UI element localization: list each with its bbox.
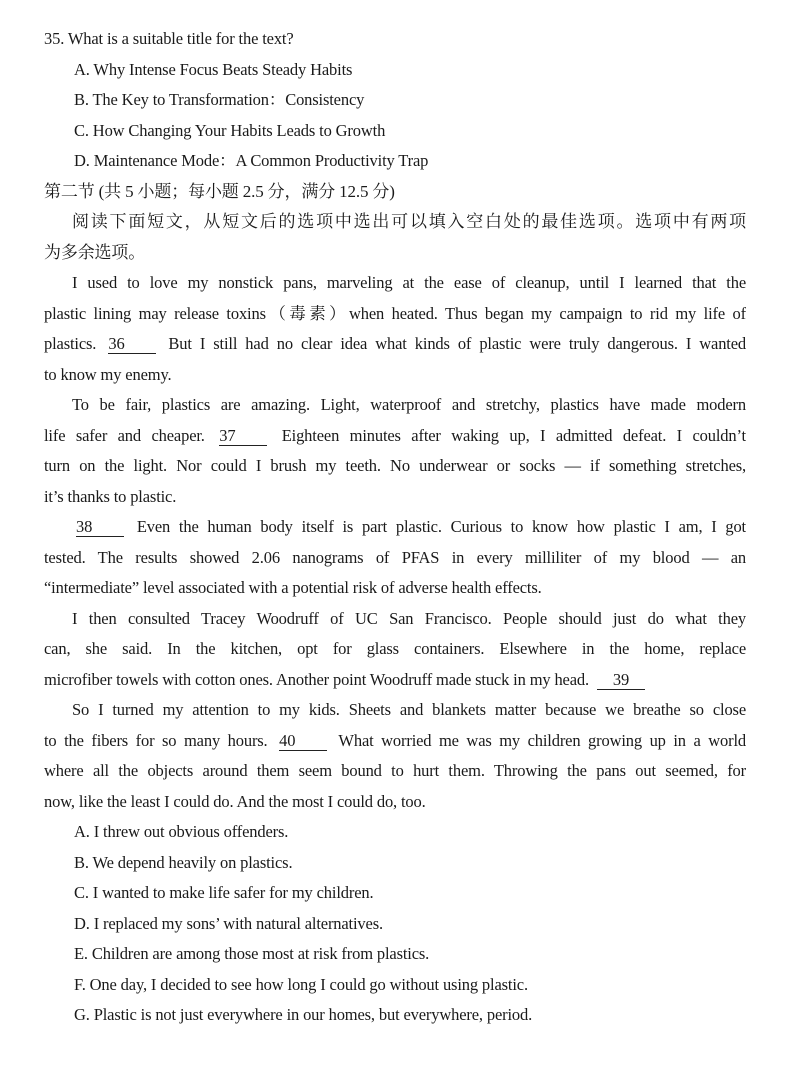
passage-line xyxy=(44,360,746,391)
answer-option-b: B. We depend heavily on plastics. xyxy=(74,852,293,872)
answer-option-g: G. Plastic is not just everywhere in our homes, but everywhere, period. xyxy=(74,1005,533,1024)
passage-line xyxy=(44,451,746,482)
question-35-option-c: C. How Changing Your Habits Leads to Growth xyxy=(74,120,386,140)
passage-line xyxy=(44,421,746,452)
passage-line xyxy=(44,543,746,574)
passage-text: tested. The results showed 2.06 nanograms of PFAS in every milliliter of my blood — an xyxy=(44,547,746,567)
passage-text: Eighteen minutes after waking up, I admitted defeat. I couldn’t xyxy=(281,425,746,445)
passage-text: to know my enemy. xyxy=(44,364,172,384)
passage-text: it’s thanks to plastic. xyxy=(44,486,177,506)
passage-text: where all the objects around them seem bound to hurt them. Throwing the pans out seemed, for xyxy=(44,761,746,780)
passage-text: now, like the least I could do. And the most I could do, too. xyxy=(44,791,426,811)
passage-text: To be fair, plastics are amazing. Light, waterproof and stretchy, plastics have made modern xyxy=(72,395,746,414)
passage-text: I then consulted Tracey Woodruff of UC San Francisco. People should just do what they xyxy=(72,608,746,628)
passage-line xyxy=(44,634,746,665)
question-35-option-d: D. Maintenance Mode：A Common Productivity Trap xyxy=(74,151,429,170)
blank-39: 39 xyxy=(597,671,645,690)
passage-line xyxy=(44,390,746,421)
section-heading: 第二节 (共 5 小题；每小题 2.5 分，满分 12.5 分) xyxy=(44,181,395,201)
passage-line xyxy=(44,329,746,360)
passage-line xyxy=(44,482,746,513)
answer-options-list xyxy=(44,817,746,1031)
passage-text: What worried me was my children growing up in a world xyxy=(338,730,746,750)
answer-option-c: C. I wanted to make life safer for my children. xyxy=(74,883,374,902)
answer-option-f: F. One day, I decided to see how long I could go without using plastic. xyxy=(74,974,528,994)
passage-text: to the fibers for so many hours. xyxy=(44,730,268,750)
passage-line xyxy=(44,268,746,299)
instructions-line-1: 阅读下面短文，从短文后的选项中选出可以填入空白处的最佳选项。选项中有两项 xyxy=(72,212,746,231)
passage-text: can, she said. In the kitchen, opt for glass containers. Elsewhere in the home, replace xyxy=(44,639,746,658)
question-35-option-b: B. The Key to Transformation：Consistency xyxy=(74,90,365,109)
passage-line xyxy=(44,756,746,787)
passage-text: plastic lining may release toxins（毒素）when heated. Thus began my campaign to rid my life of xyxy=(44,303,746,323)
instructions-line-2: 为多余选项。 xyxy=(44,242,146,262)
blank-40: 40 xyxy=(279,732,327,751)
answer-option-d: D. I replaced my sons’ with natural alternatives. xyxy=(74,913,383,933)
passage-text: So I turned my attention to my kids. Sheets and blankets matter because we breathe so close xyxy=(72,700,746,719)
answer-option-a: A. I threw out obvious offenders. xyxy=(74,822,289,841)
passage-line xyxy=(44,695,746,726)
passage-line xyxy=(44,787,746,818)
passage-text: “intermediate” level associated with a potential risk of adverse health effects. xyxy=(44,578,542,597)
passage-text: turn on the light. Nor could I brush my teeth. No underwear or socks — if something stretches, xyxy=(44,456,746,475)
exam-page xyxy=(44,24,746,1031)
passage-text: microfiber towels with cotton ones. Another point Woodruff made stuck in my head. xyxy=(44,669,589,689)
blank-37: 37 xyxy=(219,427,267,446)
passage-text: Even the human body itself is part plastic. Curious to know how plastic I am, I got xyxy=(136,517,746,536)
passage-line xyxy=(44,573,746,604)
passage-text: life safer and cheaper. xyxy=(44,425,205,445)
blank-38: 38 xyxy=(76,518,124,537)
passage-line xyxy=(44,665,746,696)
question-35-stem: 35. What is a suitable title for the text? xyxy=(44,29,294,48)
passage-text: But I still had no clear idea what kinds of plastic were truly dangerous. I wanted xyxy=(168,334,746,353)
passage-line xyxy=(44,726,746,757)
question-35-option-a: A. Why Intense Focus Beats Steady Habits xyxy=(74,59,353,79)
passage-line xyxy=(44,604,746,635)
passage-line xyxy=(44,299,746,330)
passage-text: plastics. xyxy=(44,334,97,353)
passage xyxy=(44,268,746,817)
blank-36: 36 xyxy=(108,335,156,354)
passage-line xyxy=(44,512,746,543)
answer-option-e: E. Children are among those most at risk from plastics. xyxy=(74,944,430,963)
passage-text: I used to love my nonstick pans, marveling at the ease of cleanup, until I learned that the xyxy=(72,273,746,292)
